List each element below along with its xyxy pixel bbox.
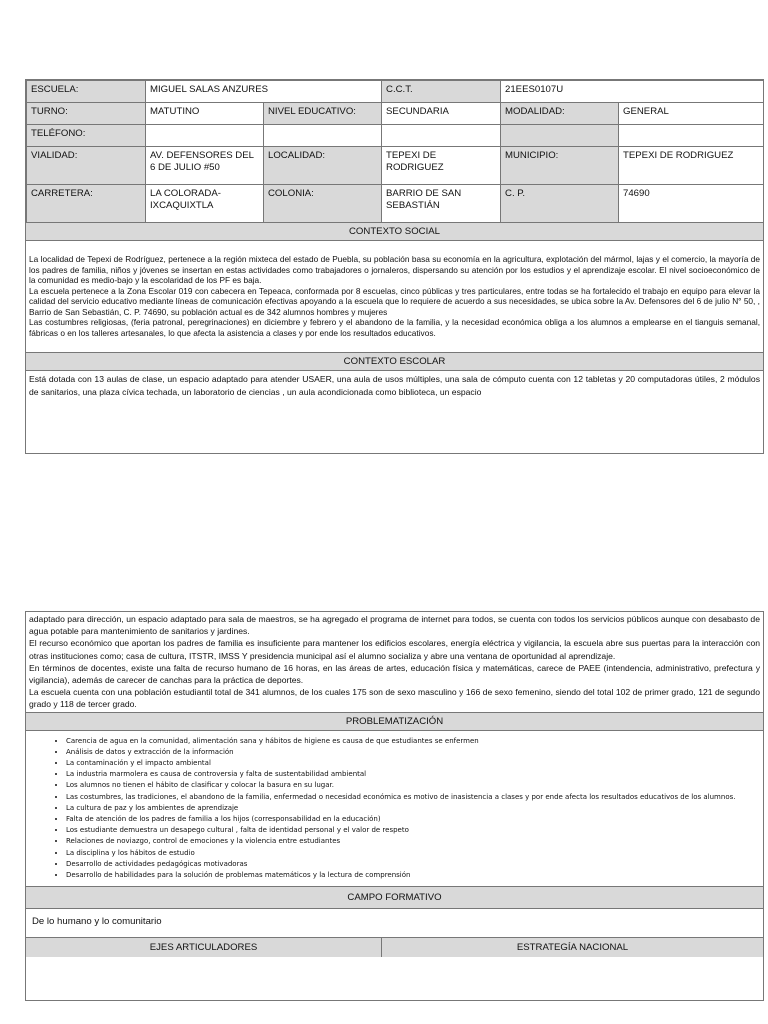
localidad-value: TEPEXI DE RODRIGUEZ [382,147,501,185]
contexto-social-p2: La escuela pertenece a la Zona Escolar 019 con cabecera en Tepeaca, conformada por 8 escuelas, cinco públicas y tres particulares, entre todas se ha fortalecido el trabajo en equipo para elevar la calidad del servicio educativo mediante líneas de comunicación efectivas apoyando a la escuela que lo requiere de acuerdo a sus necesidades, se ubica sobre la Av. Defensores del 6 de julio N° 50, , Barrio de San Sebastián, C. P. 74690, su población actual es de 342 alumnos hombres y mujeres [29,285,760,317]
turno-value: MATUTINO [146,103,264,125]
carretera-label: CARRETERA: [27,185,146,223]
contexto-escolar-p1: Está dotada con 13 aulas de clase, un espacio adaptado para atender USAER, una aula de usos múltiples, una sala de cómputo cuenta con 12 tabletas y 20 computadoras útiles, 2 módulos de sanitarios, una plaza cívica techada, un laboratorio de ciencias , un aula acondicionada como biblioteca, un espacio [29,374,760,397]
list-item: • Relaciones de noviazgo, control de emociones y la violencia entre estudiantes [66,836,763,847]
colonia-label: COLONIA: [264,185,382,223]
municipio-value: TEPEXI DE RODRIGUEZ [619,147,764,185]
list-item: • Los alumnos no tienen el hábito de clasificar y colocar la basura en su lugar. [66,780,763,791]
list-item: • Desarrollo de actividades pedagógicas motivadoras [66,859,763,870]
list-item: • Las costumbres, las tradiciones, el abandono de la familia, enfermedad o necesidad económica es motivo de inasistencia a clases y por ende afecta los resultados educativos de los alumnos. [66,792,763,803]
contexto-escolar-header: CONTEXTO ESCOLAR [26,352,763,371]
nivel-label: NIVEL EDUCATIVO: [264,103,382,125]
estrategia-nacional-header: ESTRATEGÍA NACIONAL [516,942,629,954]
contexto-escolar-body [26,371,763,398]
campo-formativo-header: CAMPO FORMATIVO [26,886,763,909]
contexto-social-p3: Las costumbres religiosas, (feria patronal, peregrinaciones) en diciembre y febrero y el abandono de la familia, y la necesidad económica obliga a los alumnos a emplearse en el tianguis semanal, fábricas o en los talleres artesanales, lo que afecta la asistencia a clases y por ende los resultados educativos. [29,317,760,338]
carretera-value: LA COLORADA-IXCAQUIXTLA [146,185,264,223]
telefono-empty-2 [382,125,501,147]
list-item: • La industria marmolera es causa de controversia y falta de sustentabilidad ambiental [66,769,763,780]
page2-p2: El recurso económico que aportan los padres de familia es insuficiente para mantener los edificios escolares, energía eléctrica y vigilancia, la escuela abre sus puertas para la interacción con otras instituciones como; casa de cultura, ITSTR, IMSS Y presidencia municipal así el alumno socializa y abre una ventana de oportunidad al aprendizaje. [29,638,760,661]
telefono-label: TELÉFONO: [27,125,146,147]
list-item: • Análisis de datos y extracción de la información [66,747,763,758]
vialidad-value: AV. DEFENSORES DEL 6 DE JULIO #50 [146,147,264,185]
page2-p1: adaptado para dirección, un espacio adaptado para sala de maestros, se ha agregado el programa de internet para todos, se cuenta con todos los servicios públicos aunque con desabasto de agua potable para mantenimiento de sanitarios y jardines. [29,614,760,637]
turno-label: TURNO: [27,103,146,125]
telefono-value [146,125,264,147]
cct-label: C.C.T. [382,81,501,103]
contexto-social-p1: La localidad de Tepexi de Rodríguez, pertenece a la región mixteca del estado de Puebla, su población basa su economía en la agricultura, explotación del mármol, lajas y el comercio, la mayoría de los padres de familia, niños y jóvenes se insertan en estas actividades como trabajadores o jornaleros, dispersando su atención por los estudios y el aprendizaje escolar. El nivel socioeconómico de la comunidad es medio-bajo y la escolaridad de los PF es baja. [29,254,760,286]
contexto-social-header: CONTEXTO SOCIAL [26,223,763,241]
list-item: • La cultura de paz y los ambientes de aprendizaje [66,803,763,814]
footer-headers-row [26,937,763,957]
contexto-escolar-continued [26,612,763,711]
school-data-block [25,79,764,454]
escuela-label: ESCUELA: [27,81,146,103]
list-item: • Carencia de agua en la comunidad, alimentación sana y hábitos de higiene es causa de que estudiantes se enfermen [66,736,763,747]
colonia-value: BARRIO DE SAN SEBASTIÁN [382,185,501,223]
list-item: • La disciplina y los hábitos de estudio [66,848,763,859]
problematizacion-header: PROBLEMATIZACIÓN [26,712,763,731]
campo-formativo-value: De lo humano y lo comunitario [32,916,162,928]
telefono-empty-1 [264,125,382,147]
modalidad-value: GENERAL [619,103,764,125]
municipio-label: MUNICIPIO: [501,147,619,185]
contexto-social-body [26,241,763,345]
list-item: • Los estudiante demuestra un desapego cultural , falta de identidad personal y el valor de respeto [66,825,763,836]
page2-p3: En términos de docentes, existe una falta de recurso humano de 16 horas, en las áreas de artes, educación física y matemáticas, carece de PAEE (intendencia, administrativo, prefectura y vigilancia), además de carecer de canchas para la práctica de deportes. [29,662,760,686]
localidad-label: LOCALIDAD: [264,147,382,185]
page2-p4: La escuela cuenta con una población estudiantil total de 341 alumnos, de los cuales 175 son de sexo masculino y 166 de sexo femenino, siendo del total 102 de primer grado, 121 de segundo grado y 118 de tercer grado. [29,687,760,710]
continuation-block [25,611,764,1001]
telefono-empty-4 [619,125,764,147]
list-item: • La contaminación y el impacto ambiental [66,758,763,769]
telefono-empty-3 [501,125,619,147]
nivel-value: SECUNDARIA [382,103,501,125]
vialidad-label: VIALIDAD: [27,147,146,185]
cp-value: 74690 [619,185,764,223]
school-info-table [26,80,764,223]
list-item: • Desarrollo de habilidades para la solución de problemas matemáticos y la lectura de comprensión [66,870,763,881]
modalidad-label: MODALIDAD: [501,103,619,125]
ejes-articuladores-header: EJES ARTICULADORES [26,938,382,957]
cct-value: 21EES0107U [501,81,764,103]
list-item: • Falta de atención de los padres de familia a los hijos (corresponsabilidad en la educación) [66,814,763,825]
cp-label: C. P. [501,185,619,223]
escuela-value: MIGUEL SALAS ANZURES [146,81,382,103]
problematizacion-list [26,731,763,887]
